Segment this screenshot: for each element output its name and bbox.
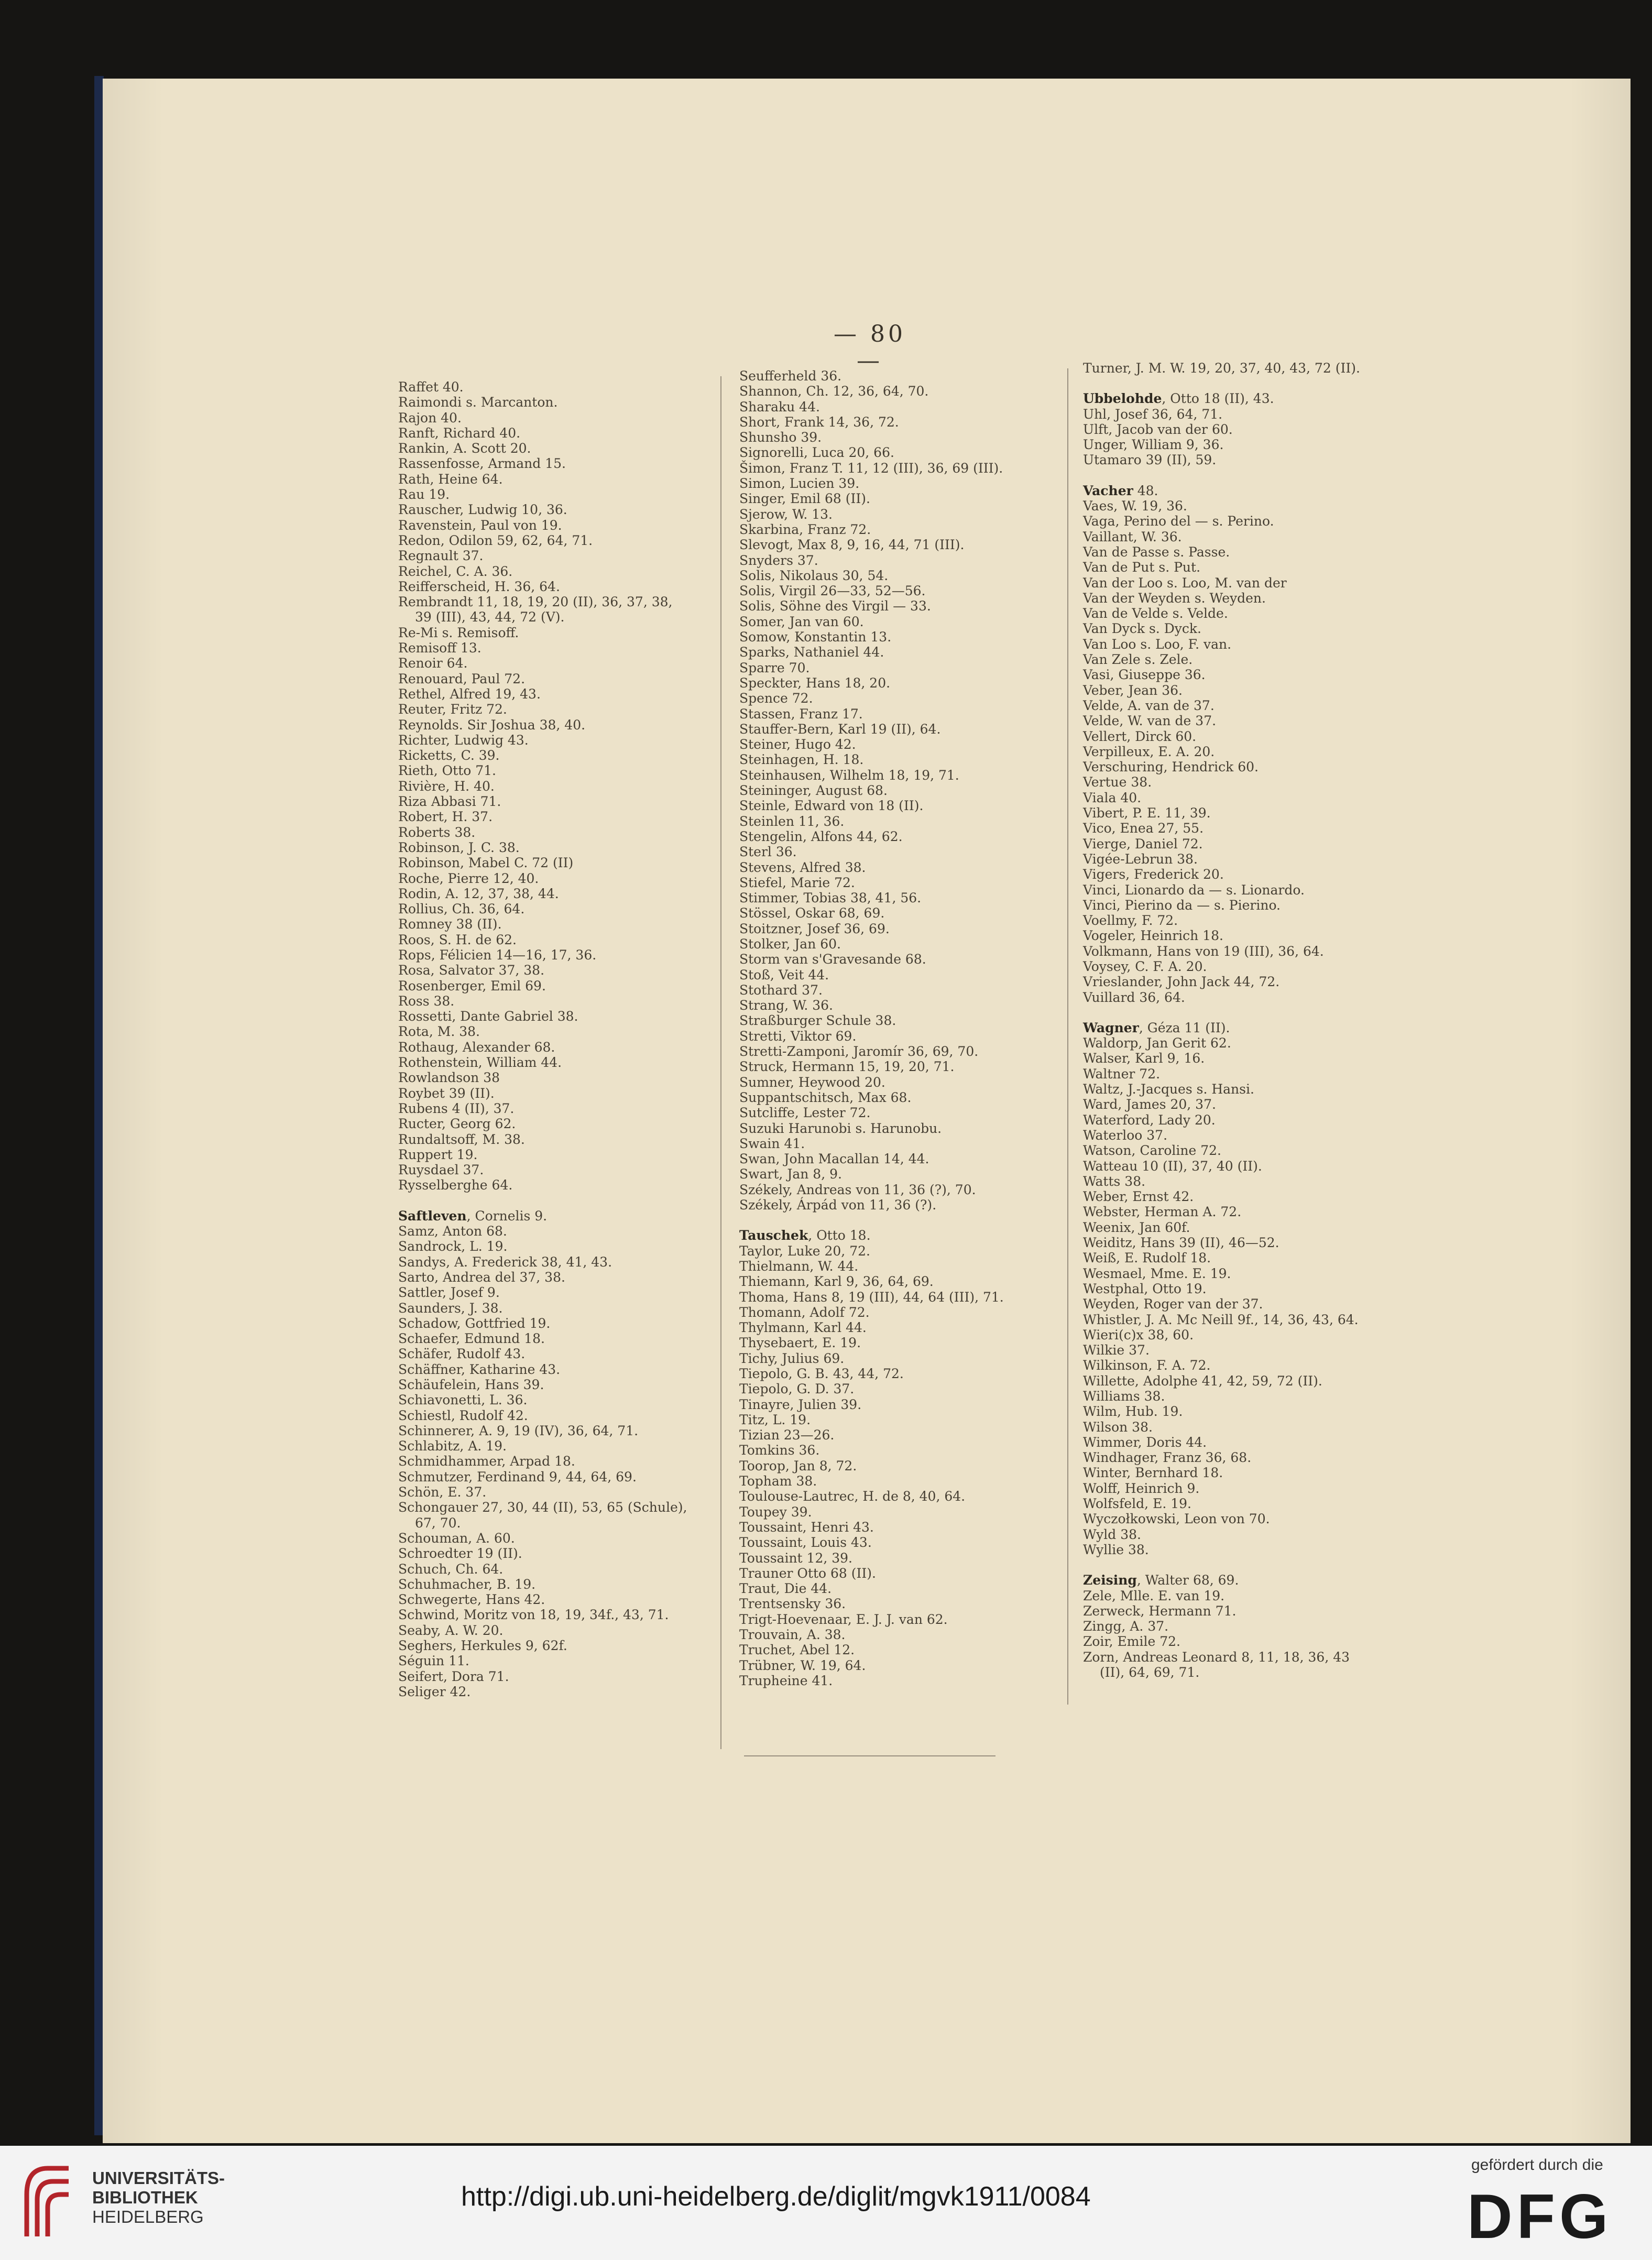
index-entry: Straßburger Schule 38. (739, 1013, 896, 1029)
index-entry: Watson, Caroline 72. (1083, 1143, 1221, 1159)
index-entry: Stassen, Franz 17. (739, 706, 863, 722)
index-entry: Thielmann, W. 44. (739, 1258, 859, 1274)
index-entry: Sumner, Heywood 20. (739, 1074, 885, 1090)
index-entry: Titz, L. 19. (739, 1412, 811, 1427)
index-entry: Renoir 64. (398, 656, 468, 671)
index-entry: Vinci, Lionardo da — s. Lionardo. (1083, 882, 1305, 898)
index-entry: Simon, Lucien 39. (739, 476, 860, 492)
index-entry: Zingg, A. 37. (1083, 1619, 1169, 1634)
index-entry: 39 (III), 43, 44, 72 (V). (415, 609, 565, 625)
institution-name-line: BIBLIOTHEK (92, 2188, 198, 2207)
index-entry: Speckter, Hans 18, 20. (739, 675, 891, 691)
index-entry: 67, 70. (415, 1515, 461, 1531)
index-entry: Steinle, Edward von 18 (II). (739, 798, 924, 814)
index-entry: Stoitzner, Josef 36, 69. (739, 921, 890, 936)
section-gap (739, 1213, 1004, 1228)
index-entry: Schlabitz, A. 19. (398, 1438, 507, 1454)
index-entry: Seaby, A. W. 20. (398, 1622, 504, 1638)
index-entry: Williams 38. (1083, 1389, 1165, 1404)
index-column-2 (739, 368, 1004, 1688)
index-entry: Van Zele s. Zele. (1083, 652, 1193, 668)
index-entry: Ruppert 19. (398, 1147, 478, 1162)
index-entry: Steininger, August 68. (739, 783, 888, 799)
index-entry: Weber, Ernst 42. (1083, 1189, 1194, 1205)
index-entry: Stössel, Oskar 68, 69. (739, 905, 885, 921)
index-entry: Viala 40. (1083, 790, 1142, 805)
index-entry: Waterloo 37. (1083, 1127, 1168, 1143)
index-entry: Rysselberghe 64. (398, 1177, 513, 1193)
index-entry: Vierge, Daniel 72. (1083, 836, 1203, 851)
index-entry: Rothenstein, William 44. (398, 1055, 562, 1071)
index-entry: Solis, Nikolaus 30, 54. (739, 567, 889, 583)
index-entry: Stolker, Jan 60. (739, 936, 841, 952)
index-entry: Vogeler, Heinrich 18. (1083, 928, 1223, 944)
index-entry: Vertue 38. (1083, 774, 1152, 790)
index-entry: Swart, Jan 8, 9. (739, 1166, 842, 1182)
index-entry: Reichel, C. A. 36. (398, 563, 513, 579)
index-entry: Thomann, Adolf 72. (739, 1304, 870, 1320)
index-entry: Willette, Adolphe 41, 42, 59, 72 (II). (1083, 1373, 1322, 1389)
index-entry: Waltz, J.-Jacques s. Hansi. (1083, 1082, 1254, 1097)
dfg-logo: DFG (1467, 2181, 1613, 2252)
index-entry: Rembrandt 11, 18, 19, 20 (II), 36, 37, 38, (398, 594, 673, 610)
index-entry: Van de Passe s. Passe. (1083, 544, 1230, 560)
index-entry: Rauscher, Ludwig 10, 36. (398, 502, 567, 518)
index-entry: Zeising, Walter 68, 69. (1083, 1573, 1239, 1588)
index-entry: Reynolds. Sir Joshua 38, 40. (398, 717, 586, 733)
index-entry: Volkmann, Hans von 19 (III), 36, 64. (1083, 943, 1324, 959)
index-entry: Schroedter 19 (II). (398, 1546, 522, 1562)
index-entry: Somow, Konstantin 13. (739, 629, 892, 645)
index-entry: Wesmael, Mme. E. 19. (1083, 1265, 1231, 1281)
index-entry: Wyld 38. (1083, 1526, 1141, 1542)
index-entry: Saunders, J. 38. (398, 1300, 503, 1316)
index-entry: Winter, Bernhard 18. (1083, 1465, 1223, 1481)
index-entry: Vigers, Frederick 20. (1083, 867, 1224, 882)
index-entry: Rassenfosse, Armand 15. (398, 456, 566, 472)
index-entry: Romney 38 (II). (398, 916, 502, 932)
index-entry: Vrieslander, John Jack 44, 72. (1083, 974, 1280, 990)
index-entry: Skarbina, Franz 72. (739, 521, 871, 537)
index-entry: Zele, Mlle. E. van 19. (1083, 1588, 1225, 1603)
index-entry: Thysebaert, E. 19. (739, 1335, 861, 1351)
index-entry: Stauffer-Bern, Karl 19 (II), 64. (739, 721, 941, 737)
index-entry: Trentsensky 36. (739, 1596, 846, 1612)
index-entry: Snyders 37. (739, 552, 818, 568)
index-entry: Zorn, Andreas Leonard 8, 11, 18, 36, 43 (1083, 1649, 1350, 1665)
index-entry: Slevogt, Max 8, 9, 16, 44, 71 (III). (739, 537, 965, 553)
institution-name-line: HEIDELBERG (92, 2207, 204, 2226)
index-entry: Rundaltsoff, M. 38. (398, 1131, 525, 1147)
index-entry: Uhl, Josef 36, 64, 71. (1083, 406, 1223, 422)
index-entry: Swain 41. (739, 1136, 805, 1151)
index-entry: Redon, Odilon 59, 62, 64, 71. (398, 532, 593, 548)
index-entry: Van Dyck s. Dyck. (1083, 621, 1201, 637)
index-entry: Šimon, Franz T. 11, 12 (III), 36, 69 (III). (739, 460, 1003, 476)
index-entry: Ruysdael 37. (398, 1162, 484, 1178)
index-entry: Tomkins 36. (739, 1443, 820, 1458)
ub-heidelberg-logo-icon (19, 2158, 76, 2247)
index-entry: Renouard, Paul 72. (398, 671, 526, 686)
index-entry: Weiditz, Hans 39 (II), 46—52. (1083, 1235, 1279, 1251)
index-entry: Traut, Die 44. (739, 1581, 832, 1597)
index-entry: Suppantschitsch, Max 68. (739, 1089, 912, 1105)
index-entry: Vico, Enea 27, 55. (1083, 821, 1204, 836)
index-entry: Wilkinson, F. A. 72. (1083, 1358, 1211, 1373)
index-entry: Wilson 38. (1083, 1419, 1153, 1435)
index-entry: Samz, Anton 68. (398, 1224, 507, 1239)
index-entry: Ranft, Richard 40. (398, 425, 521, 441)
index-entry: Ructer, Georg 62. (398, 1116, 516, 1132)
index-entry: Ricketts, C. 39. (398, 748, 500, 763)
index-entry: Wolfsfeld, E. 19. (1083, 1496, 1191, 1512)
index-entry: Schwind, Moritz von 18, 19, 34f., 43, 71. (398, 1607, 669, 1623)
index-entry: Sandys, A. Frederick 38, 41, 43. (398, 1254, 612, 1270)
index-entry: Schäffner, Katharine 43. (398, 1361, 561, 1377)
index-entry: Saftleven, Cornelis 9. (398, 1208, 548, 1224)
index-entry: Roybet 39 (II). (398, 1085, 495, 1101)
institution-name-line: UNIVERSITÄTS- (92, 2168, 225, 2188)
index-entry: (II), 64, 69, 71. (1100, 1665, 1200, 1680)
index-entry: Sparks, Nathaniel 44. (739, 645, 884, 660)
index-entry: Schäufelein, Hans 39. (398, 1377, 544, 1392)
index-entry: Zerweck, Hermann 71. (1083, 1603, 1237, 1619)
index-entry: Velde, A. van de 37. (1083, 697, 1215, 713)
index-entry: Velde, W. van de 37. (1083, 713, 1217, 729)
index-entry: Rieth, Otto 71. (398, 763, 496, 779)
index-entry: Tichy, Julius 69. (739, 1350, 845, 1366)
index-entry: Trouvain, A. 38. (739, 1627, 846, 1643)
index-entry: Stimmer, Tobias 38, 41, 56. (739, 890, 922, 906)
index-entry: Reuter, Fritz 72. (398, 702, 507, 717)
index-entry: Webster, Herman A. 72. (1083, 1204, 1242, 1220)
index-entry: Waltner 72. (1083, 1066, 1161, 1082)
index-entry: Steiner, Hugo 42. (739, 737, 856, 752)
index-entry: Verpilleux, E. A. 20. (1083, 744, 1215, 759)
index-entry: Vasi, Giuseppe 36. (1083, 667, 1206, 683)
index-entry: Robinson, J. C. 38. (398, 839, 520, 855)
index-entry: Veber, Jean 36. (1083, 682, 1183, 698)
index-entry: Wimmer, Doris 44. (1083, 1434, 1207, 1450)
index-entry: Somer, Jan van 60. (739, 614, 864, 629)
index-entry: Sterl 36. (739, 844, 797, 860)
index-entry: Roche, Pierre 12, 40. (398, 870, 539, 886)
index-entry: Signorelli, Luca 20, 66. (739, 445, 894, 461)
index-entry: Wieri(c)x 38, 60. (1083, 1327, 1194, 1342)
index-entry: Weenix, Jan 60f. (1083, 1219, 1190, 1235)
index-entry: Stiefel, Marie 72. (739, 875, 855, 890)
index-entry: Struck, Hermann 15, 19, 20, 71. (739, 1059, 955, 1075)
index-entry: Schinnerer, A. 9, 19 (IV), 36, 64, 71. (398, 1423, 639, 1438)
index-entry: Vibert, P. E. 11, 39. (1083, 805, 1211, 821)
index-entry: Thiemann, Karl 9, 36, 64, 69. (739, 1274, 934, 1290)
index-entry: Rowlandson 38 (398, 1070, 500, 1086)
index-entry: Schaefer, Edmund 18. (398, 1331, 545, 1347)
index-entry: Schön, E. 37. (398, 1484, 487, 1500)
index-entry: Schiavonetti, L. 36. (398, 1392, 528, 1408)
index-entry: Regnault 37. (398, 548, 484, 564)
index-entry: Whistler, J. A. Mc Neill 9f., 14, 36, 43, 64. (1083, 1312, 1359, 1327)
index-entry: Truchet, Abel 12. (739, 1642, 855, 1658)
index-entry: Steinlen 11, 36. (739, 813, 845, 829)
index-entry: Rossetti, Dante Gabriel 38. (398, 1009, 578, 1024)
index-entry: Sparre 70. (739, 660, 810, 675)
index-entry: Rivière, H. 40. (398, 778, 495, 794)
index-entry: Sattler, Josef 9. (398, 1285, 500, 1301)
index-entry: Waterford, Lady 20. (1083, 1112, 1216, 1128)
index-entry: Unger, William 9, 36. (1083, 437, 1224, 453)
index-entry: Rethel, Alfred 19, 43. (398, 686, 541, 702)
section-gap (398, 1193, 687, 1208)
index-entry: Rath, Heine 64. (398, 471, 503, 487)
index-entry: Seliger 42. (398, 1684, 471, 1699)
index-entry: Wilkie 37. (1083, 1342, 1150, 1358)
column-divider (1067, 368, 1068, 1705)
index-entry: Topham 38. (739, 1473, 817, 1489)
index-entry: Shannon, Ch. 12, 36, 64, 70. (739, 384, 929, 399)
index-entry: Rankin, A. Scott 20. (398, 441, 531, 456)
index-entry: Schongauer 27, 30, 44 (II), 53, 65 (Schule), (398, 1500, 687, 1515)
index-entry: Solis, Söhne des Virgil — 33. (739, 598, 931, 614)
index-entry: Riza Abbasi 71. (398, 794, 501, 810)
index-entry: Wolff, Heinrich 9. (1083, 1480, 1200, 1496)
index-entry: Westphal, Otto 19. (1083, 1281, 1207, 1296)
index-entry: Trübner, W. 19, 64. (739, 1657, 866, 1673)
index-entry: Ward, James 20, 37. (1083, 1097, 1216, 1112)
index-entry: Singer, Emil 68 (II). (739, 491, 870, 507)
index-entry: Toussaint, Louis 43. (739, 1535, 872, 1551)
funding-note: gefördert durch die (1471, 2156, 1603, 2174)
section-gap (1083, 1005, 1360, 1020)
index-entry: Steinhausen, Wilhelm 18, 19, 71. (739, 767, 959, 783)
index-entry: Stothard 37. (739, 982, 823, 998)
index-entry: Storm van s'Gravesande 68. (739, 952, 926, 967)
index-entry: Schwegerte, Hans 42. (398, 1592, 545, 1608)
index-entry: Vuillard 36, 64. (1083, 989, 1185, 1005)
index-entry: Short, Frank 14, 36, 72. (739, 414, 899, 430)
section-gap (1083, 468, 1360, 483)
index-entry: Verschuring, Hendrick 60. (1083, 759, 1259, 775)
index-entry: Swan, John Macallan 14, 44. (739, 1151, 929, 1167)
index-entry: Schmutzer, Ferdinand 9, 44, 64, 69. (398, 1469, 637, 1484)
index-entry: Székely, Andreas von 11, 36 (?), 70. (739, 1182, 976, 1197)
index-entry: Weyden, Roger van der 37. (1083, 1296, 1263, 1312)
index-entry: Ulft, Jacob van der 60. (1083, 421, 1233, 437)
index-entry: Sharaku 44. (739, 399, 820, 414)
page-number: — 80 — (834, 321, 906, 374)
index-entry: Van Loo s. Loo, F. van. (1083, 636, 1232, 652)
index-entry: Thoma, Hans 8, 19 (III), 44, 64 (III), 71. (739, 1289, 1004, 1305)
index-entry: Toulouse-Lautrec, H. de 8, 40, 64. (739, 1489, 966, 1504)
index-entry: Vigée-Lebrun 38. (1083, 851, 1198, 867)
index-entry: Rollius, Ch. 36, 64. (398, 901, 525, 917)
index-entry: Rosenberger, Emil 69. (398, 978, 546, 993)
index-entry: Ravenstein, Paul von 19. (398, 517, 562, 533)
section-gap (1083, 1557, 1360, 1573)
index-entry: Turner, J. M. W. 19, 20, 37, 40, 43, 72 (II). (1083, 361, 1360, 376)
index-entry: Rops, Félicien 14—16, 17, 36. (398, 947, 597, 963)
index-entry: Vaillant, W. 36. (1083, 529, 1182, 544)
index-entry: Vacher 48. (1083, 483, 1158, 498)
index-entry: Schuhmacher, B. 19. (398, 1576, 536, 1592)
index-entry: Wyczołkowski, Leon von 70. (1083, 1511, 1270, 1527)
index-entry: Reifferscheid, H. 36, 64. (398, 578, 560, 594)
index-entry: Van de Velde s. Velde. (1083, 606, 1228, 621)
index-entry: Schouman, A. 60. (398, 1530, 515, 1546)
index-entry: Sarto, Andrea del 37, 38. (398, 1269, 565, 1285)
index-entry: Raimondi s. Marcanton. (398, 395, 558, 410)
index-entry: Stevens, Alfred 38. (739, 859, 866, 875)
index-entry: Trigt-Hoevenaar, E. J. J. van 62. (739, 1611, 948, 1627)
index-entry: Toussaint, Henri 43. (739, 1519, 874, 1535)
index-entry: Weiß, E. Rudolf 18. (1083, 1250, 1211, 1266)
index-entry: Shunsho 39. (739, 430, 822, 445)
index-entry: Sandrock, L. 19. (398, 1239, 508, 1254)
index-entry: Walser, Karl 9, 16. (1083, 1051, 1205, 1066)
index-entry: Seifert, Dora 71. (398, 1668, 509, 1684)
index-entry: Windhager, Franz 36, 68. (1083, 1450, 1252, 1466)
index-entry: Schiestl, Rudolf 42. (398, 1407, 528, 1423)
index-entry: Van der Weyden s. Weyden. (1083, 590, 1266, 606)
index-entry: Vaga, Perino del — s. Perino. (1083, 514, 1274, 529)
index-entry: Rubens 4 (II), 37. (398, 1100, 515, 1116)
index-entry: Roos, S. H. de 62. (398, 932, 517, 947)
index-entry: Seufferheld 36. (739, 368, 842, 384)
index-entry: Robert, H. 37. (398, 809, 493, 825)
index-entry: Ubbelohde, Otto 18 (II), 43. (1083, 391, 1274, 407)
index-entry: Schäfer, Rudolf 43. (398, 1346, 526, 1362)
index-entry: Voellmy, F. 72. (1083, 913, 1178, 929)
institution-name (92, 2168, 225, 2226)
index-entry: Toussaint 12, 39. (739, 1550, 853, 1566)
index-entry: Remisoff 13. (398, 640, 482, 656)
index-entry: Schuch, Ch. 64. (398, 1561, 504, 1577)
index-entry: Steinhagen, H. 18. (739, 752, 864, 768)
section-gap (1083, 376, 1360, 391)
end-rule (744, 1755, 995, 1756)
index-entry: Toupey 39. (739, 1504, 812, 1520)
index-entry: Seghers, Herkules 9, 62f. (398, 1638, 567, 1654)
index-entry: Tiepolo, G. D. 37. (739, 1381, 855, 1397)
index-entry: Solis, Virgil 26—33, 52—56. (739, 583, 926, 599)
index-entry: Séguin 11. (398, 1653, 469, 1669)
index-entry: Robinson, Mabel C. 72 (II) (398, 855, 574, 871)
index-entry: Rothaug, Alexander 68. (398, 1039, 555, 1055)
index-entry: Rota, M. 38. (398, 1024, 480, 1040)
index-entry: Stoß, Veit 44. (739, 967, 829, 982)
index-entry: Taylor, Luke 20, 72. (739, 1243, 870, 1259)
index-entry: Tinayre, Julien 39. (739, 1396, 862, 1412)
index-entry: Strang, W. 36. (739, 998, 834, 1013)
index-entry: Trupheine 41. (739, 1673, 833, 1688)
index-column-3 (1083, 361, 1360, 1680)
index-entry: Rosa, Salvator 37, 38. (398, 963, 545, 978)
index-entry: Thylmann, Karl 44. (739, 1320, 867, 1336)
index-entry: Wilm, Hub. 19. (1083, 1404, 1183, 1420)
index-entry: Rajon 40. (398, 410, 462, 425)
column-divider (720, 376, 721, 1749)
index-entry: Székely, Árpád von 11, 36 (?). (739, 1197, 937, 1213)
index-entry: Spence 72. (739, 691, 813, 706)
index-entry: Toorop, Jan 8, 72. (739, 1458, 857, 1473)
index-entry: Watts 38. (1083, 1173, 1146, 1189)
index-entry: Van de Put s. Put. (1083, 560, 1201, 575)
index-entry: Rau 19. (398, 487, 450, 503)
index-entry: Tizian 23—26. (739, 1427, 835, 1443)
index-entry: Wyllie 38. (1083, 1542, 1149, 1557)
index-entry: Watteau 10 (II), 37, 40 (II). (1083, 1158, 1262, 1174)
index-entry: Zoir, Emile 72. (1083, 1634, 1180, 1650)
index-entry: Rodin, A. 12, 37, 38, 44. (398, 886, 559, 901)
index-entry: Schadow, Gottfried 19. (398, 1315, 551, 1331)
index-column-1 (398, 379, 687, 1699)
index-entry: Schmidhammer, Arpad 18. (398, 1454, 575, 1469)
index-entry: Trauner Otto 68 (II). (739, 1565, 876, 1581)
index-entry: Re-Mi s. Remisoff. (398, 625, 519, 640)
index-entry: Stengelin, Alfons 44, 62. (739, 828, 903, 844)
index-entry: Voysey, C. F. A. 20. (1083, 958, 1207, 974)
index-entry: Vaes, W. 19, 36. (1083, 498, 1187, 514)
index-entry: Tauschek, Otto 18. (739, 1228, 871, 1243)
index-entry: Waldorp, Jan Gerit 62. (1083, 1035, 1231, 1051)
index-entry: Ross 38. (398, 993, 455, 1009)
index-entry: Wagner, Géza 11 (II). (1083, 1020, 1230, 1035)
index-entry: Suzuki Harunobi s. Harunobu. (739, 1120, 942, 1136)
index-entry: Sutcliffe, Lester 72. (739, 1105, 871, 1121)
index-entry: Stretti-Zamponi, Jaromír 36, 69, 70. (739, 1044, 979, 1060)
index-entry: Stretti, Viktor 69. (739, 1028, 857, 1044)
index-entry: Van der Loo s. Loo, M. van der (1083, 575, 1287, 591)
index-entry: Utamaro 39 (II), 59. (1083, 452, 1217, 468)
permalink-url[interactable]: http://digi.ub.uni-heidelberg.de/diglit/mgvk1911/0084 (461, 2181, 1091, 2212)
index-entry: Roberts 38. (398, 824, 476, 840)
index-entry: Raffet 40. (398, 379, 464, 395)
index-entry: Tiepolo, G. B. 43, 44, 72. (739, 1366, 904, 1381)
index-entry: Richter, Ludwig 43. (398, 732, 529, 748)
index-entry: Sjerow, W. 13. (739, 506, 833, 522)
index-entry: Vinci, Pierino da — s. Pierino. (1083, 897, 1281, 913)
index-entry: Vellert, Dirck 60. (1083, 728, 1197, 744)
